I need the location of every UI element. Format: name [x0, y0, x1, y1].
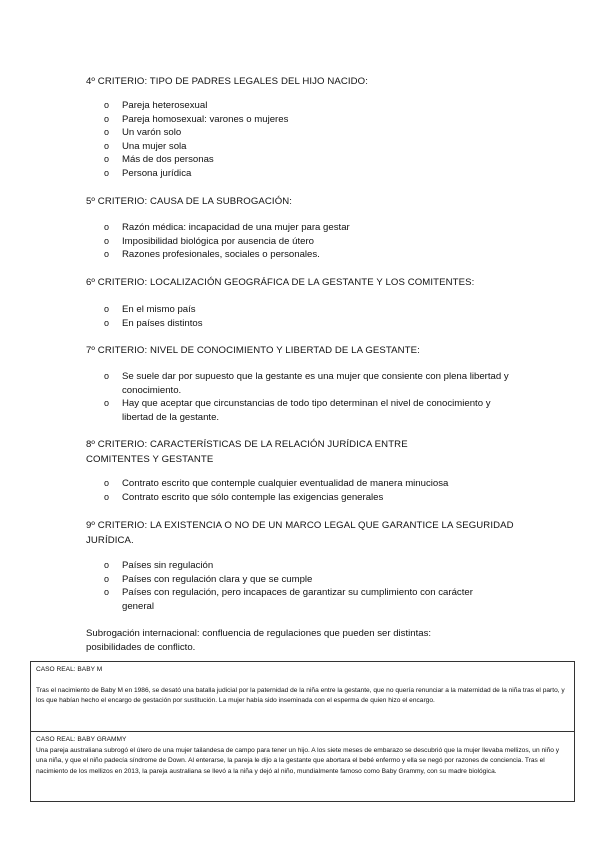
criterion-4-heading: 4º CRITERIO: TIPO DE PADRES LEGALES DEL HIJO NACIDO:	[86, 76, 369, 87]
bullet-icon: o	[104, 235, 110, 246]
list-item: o Contrato escrito que contemple cualquier eventualidad de manera minuciosa	[104, 478, 449, 489]
international-note: Subrogación internacional: confluencia de regulaciones que pueden ser distintas: posibilidades de conflicto.	[86, 628, 432, 653]
bullet-icon: o	[104, 317, 110, 328]
list-item: o Países sin regulación	[104, 560, 214, 571]
criterion-8-list	[104, 477, 524, 504]
list-item: o Un varón solo	[104, 127, 182, 138]
bullet-icon: o	[104, 127, 110, 137]
list-item: o Más de dos personas	[104, 154, 214, 165]
case-title: CASO REAL: BABY GRAMMY	[36, 736, 127, 743]
bullet-icon: o	[104, 478, 110, 488]
criterion-7-list	[104, 370, 514, 424]
list-item: o Persona jurídica	[104, 167, 192, 179]
list-item: o Hay que aceptar que circunstancias de todo tipo determinan el nivel de conocimiento y libertad de la gestante.	[104, 398, 491, 423]
list-item: o Pareja heterosexual	[104, 100, 208, 111]
bullet-icon: o	[104, 398, 110, 408]
case-box-baby-grammy	[30, 731, 575, 802]
criterion-4-list	[104, 99, 524, 180]
list-item: o Una mujer sola	[104, 140, 187, 152]
list-item: o Razón médica: incapacidad de una mujer para gestar	[104, 222, 350, 233]
bullet-icon: o	[104, 100, 110, 110]
bullet-icon: o	[104, 140, 110, 151]
case-title: CASO REAL: BABY M	[36, 666, 103, 673]
bullet-icon: o	[104, 154, 110, 164]
case-text: Tras el nacimiento de Baby M en 1986, se desató una batalla judicial por la paternidad de la niña entre la gestante, que no quería renunciar a la maternidad de la niña tras el parto, y los que habían hecho el encargo de gestación por sustitución. La mujer había sido inseminada con el esperma de quien hizo el encargo.	[36, 686, 565, 705]
bullet-icon: o	[104, 371, 110, 381]
bullet-icon: o	[104, 491, 110, 502]
bullet-icon: o	[104, 113, 110, 124]
bullet-icon: o	[104, 573, 110, 584]
list-item: o En países distintos	[104, 317, 203, 329]
bullet-icon: o	[104, 560, 110, 570]
criterion-8-heading: 8º CRITERIO: CARACTERÍSTICAS DE LA RELACIÓN JURÍDICA ENTRE COMITENTES Y GESTANTE	[86, 439, 408, 465]
list-item: o Pareja homosexual: varones o mujeres	[104, 113, 289, 125]
criterion-5-list	[104, 221, 524, 262]
criterion-5-heading: 5º CRITERIO: CAUSA DE LA SUBROGACIÓN:	[86, 196, 293, 207]
list-item: o En el mismo país	[104, 304, 196, 315]
criterion-6-list	[104, 303, 524, 330]
criterion-6-heading: 6º CRITERIO: LOCALIZACIÓN GEOGRÁFICA DE LA GESTANTE Y LOS COMITENTES:	[86, 277, 475, 288]
list-item: o Razones profesionales, sociales o personales.	[104, 249, 320, 260]
case-box-baby-m	[30, 661, 575, 731]
list-item: o Países con regulación clara y que se cumple	[104, 573, 313, 585]
list-item: o Países con regulación, pero incapaces de garantizar su cumplimiento con carácter general	[104, 587, 473, 612]
bullet-icon: o	[104, 587, 110, 597]
list-item: o Contrato escrito que sólo contemple las exigencias generales	[104, 491, 384, 503]
criterion-9-heading: 9º CRITERIO: LA EXISTENCIA O NO DE UN MARCO LEGAL QUE GARANTICE LA SEGURIDAD JURÍDICA.	[86, 520, 514, 546]
criterion-9-list	[104, 559, 484, 613]
bullet-icon: o	[104, 167, 110, 178]
list-item: o Se suele dar por supuesto que la gestante es una mujer que consiente con plena libertad y conocimiento.	[104, 371, 509, 396]
bullet-icon: o	[104, 222, 110, 232]
bullet-icon: o	[104, 304, 110, 314]
criterion-7-heading: 7º CRITERIO: NIVEL DE CONOCIMIENTO Y LIBERTAD DE LA GESTANTE:	[86, 345, 420, 356]
list-item: o Imposibilidad biológica por ausencia de útero	[104, 235, 314, 247]
bullet-icon: o	[104, 249, 110, 259]
case-text: Una pareja australiana subrogó el útero de una mujer tailandesa de campo para tener un hijo. A los siete meses de embarazo se descubrió que la mujer llevaba mellizos, un niño y una niña, y que el niño padecía síndrome de Down. Al enterarse, la pareja le dijo a la gestante que abortara el bebé enfermo y ella se negó por razones de conciencia. Tras el nacimiento de los mellizos en 2013, la pareja australiana se llevó a la niña y dejó al niño, mundialmente famoso como Baby Grammy, con su madre biológica.	[36, 746, 560, 775]
